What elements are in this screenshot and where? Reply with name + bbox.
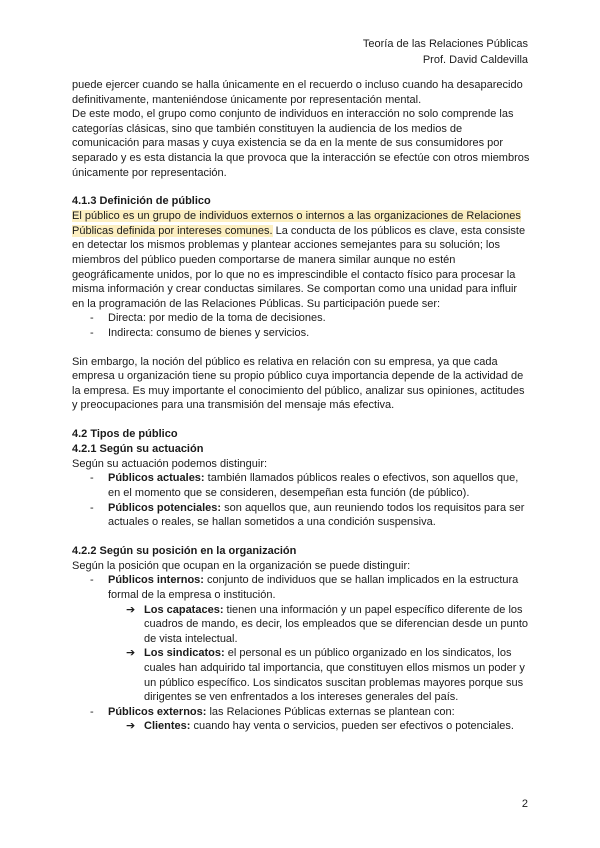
page-content [72, 78, 532, 734]
section-4-2-2-heading: 4.2.2 Según su posición en la organización [72, 544, 297, 557]
arrow-icon: ➔ [126, 647, 136, 660]
externos-sublist [108, 719, 532, 734]
term-sindicatos: Los sindicatos: [144, 647, 225, 660]
section-4-2-1-intro: Según su actuación podemos distinguir: [72, 457, 268, 470]
list-item [72, 501, 532, 530]
header-author: Prof. David Caldevilla [422, 54, 528, 66]
sub-list-item [108, 603, 532, 647]
list-item: - Indirecta: consumo de bienes y servicios. [72, 326, 532, 341]
participation-list [72, 311, 532, 340]
sub-list-item [108, 646, 532, 704]
item-text: conjunto de individuos que se hallan implicados en la estructura formal de la empresa o institución. [108, 574, 519, 602]
item-text: tienen una información y un papel específico diferente de los cuadros de mando, es decir, los empleados que se diferencian desde un punto de vista intelectual. [144, 603, 529, 645]
section-4-2-2-intro: Según la posición que ocupan en la organización se puede distinguir: [72, 559, 411, 572]
header-course-title: Teoría de las Relaciones Públicas [362, 38, 528, 50]
section-4-2-1-heading: 4.2.1 Según su actuación [72, 442, 204, 455]
actuation-list [72, 471, 532, 529]
term-publicos-actuales: Públicos actuales: [108, 472, 205, 485]
list-item [72, 573, 532, 704]
item-text: el personal es un público organizado en los sindicatos, los cuales han adquirido tal importancia, que constituyen ellos mismos un poder y un público específico. Los sindicatos suscitan problemas mayores porque sus dirigentes se ven enfrentados a los intereses generales del país. [144, 647, 525, 704]
term-capataces: Los capataces: [144, 603, 224, 616]
term-publicos-externos: Públicos externos: [108, 705, 207, 718]
list-item: - Directa: por medio de la toma de decisiones. [72, 311, 532, 326]
definition-rest: La conducta de los públicos es clave, esta consiste en detectar los mismos problemas y plantear acciones semejantes para su solución; los miembros del público pueden comportarse de manera similar aunque no estén geográficamente unidos, por lo que no es imprescindible el contacto físico para procesar la misma información y crear conductas similares. Se comportan como una unidad para influir en la programación de las Relaciones Públicas. Su participación puede ser: [72, 224, 526, 310]
list-item [72, 705, 532, 734]
item-text: cuando hay venta o servicios, pueden ser efectivos o potenciales. [190, 720, 514, 733]
term-publicos-internos: Públicos internos: [108, 574, 204, 587]
item-text: las Relaciones Públicas externas se plantean con: [206, 705, 455, 718]
list-item [72, 471, 532, 500]
highlighted-definition: El público es un grupo de individuos externos o internos a las organizaciones de Relaciones Públicas definida por intereses comunes. [72, 210, 521, 237]
internos-sublist [108, 603, 532, 705]
arrow-icon: ➔ [126, 603, 136, 616]
item-text: son aquellos que, aun reuniendo todos los requisitos para ser actuales o reales, se hallan sometidos a una condición suspensiva. [108, 501, 525, 529]
intro-paragraph-1: puede ejercer cuando se halla únicamente en el recuerdo o incluso cuando ha desaparecido definitivamente, manteniéndose únicamente por representación mental. [72, 79, 523, 106]
intro-paragraph-2: De este modo, el grupo como conjunto de individuos en interacción no solo comprende las categorías clásicas, sino que también constituyen la audiencia de los medios de comunicación para masas y cuya existencia se da en la mente de sus consumidores por separado y es esta distancia la que provoca que la interacción se efectúe con otros miembros únicamente por representación. [72, 108, 530, 179]
relativity-paragraph: Sin embargo, la noción del público es relativa en relación con su empresa, ya que cada empresa u organización tiene su propio público cuya importancia depende de la actividad de la empresa. Es muy importante el conocimiento del público, analizar sus opiniones, actitudes y preocupaciones para una transmisión del mensaje más efectiva. [72, 355, 525, 412]
item-text: también llamados públicos reales o efectivos, son aquellos que, en el momento que se consideren, desempeñan esta función (de público). [108, 472, 519, 500]
definition-paragraph [72, 209, 532, 311]
page-header [363, 36, 528, 68]
section-4-1-3-heading: 4.1.3 Definición de público [72, 195, 211, 208]
page-number: 2 [521, 798, 528, 810]
term-clientes: Clientes: [144, 720, 191, 733]
section-4-2-heading: 4.2 Tipos de público [72, 427, 178, 440]
arrow-icon: ➔ [126, 720, 136, 733]
term-publicos-potenciales: Públicos potenciales: [108, 501, 222, 514]
sub-list-item [108, 719, 532, 734]
position-list [72, 573, 532, 734]
